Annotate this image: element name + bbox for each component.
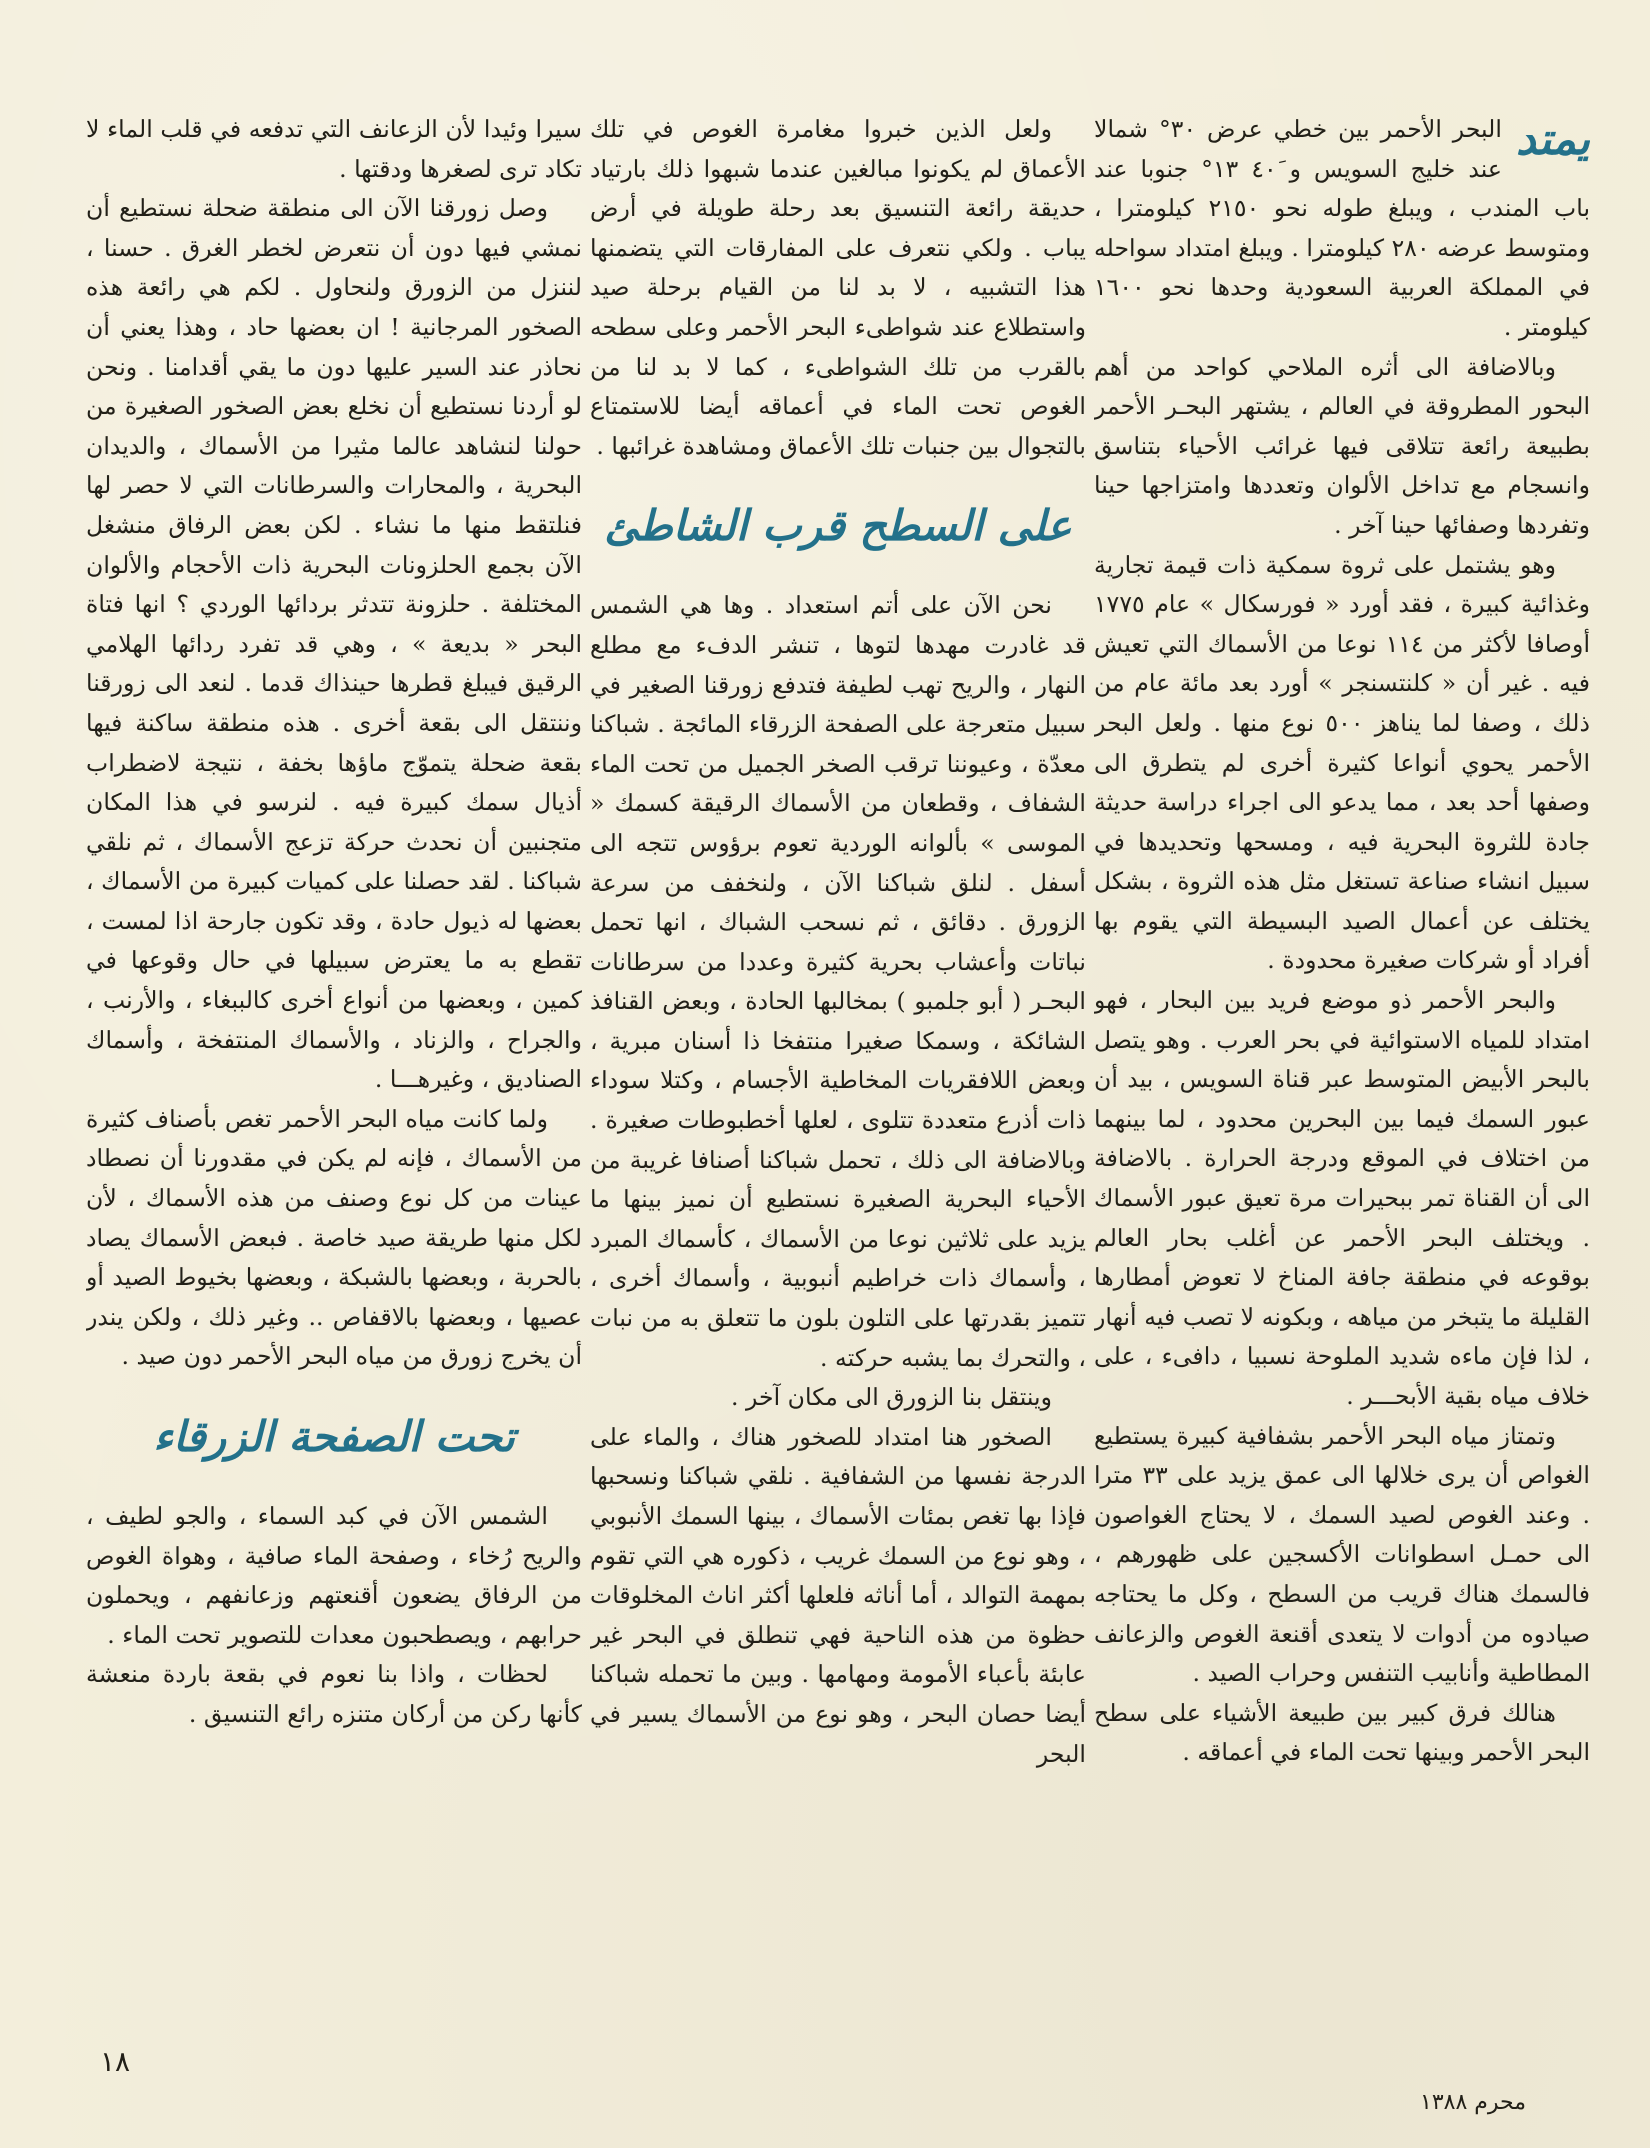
paragraph: والبحر الأحمر ذو موضع فريد بين البحار ، فهو امتداد للمياه الاستوائية في بحر العرب . وهو يتصل بالبحر الأبيض المتوسط عبر قناة السويس ، بيد أن عبور السمك فيما بين البحرين محدود ، لما بينهما من اختلاف في الموقع ودرجة الحرارة . بالاضافة الى أن القناة تمر ببحيرات مرة تعيق عبور الأسماك . ويختلف البحر الأحمر عن أغلب بحار العالم بوقوعه في منطقة جافة المناخ لا تعوض أمطارها القليلة ما يتبخر من مياهه ، وبكونه لا تصب فيه أنهار ، لذا فإن ماءه شديد الملوحة نسبيا ، دافىء ، على خلاف مياه بقية الأبحـــر . [1094,986,1590,1410]
paragraph: ولعل الذين خبروا مغامرة الغوص في تلك الأعماق لم يكونوا مبالغين عندما شبهوا ذلك بارتياد حديقة رائعة التنسيق بعد رحلة طويلة في أرض يباب . ولكي نتعرف على المفارقات التي يتضمنها هذا التشبيه ، لا بد لنا من القيام برحلة صيد واستطلاع عند شواطىء البحر الأحمر وعلى سطحه بالقرب من تلك الشواطىء ، كما لا بد لنا من الغوص تحت الماء في أعماقه أيضا للاستمتاع بالتجوال بين جنبات تلك الأعماق ومشاهدة غرائبها . [590,115,1086,460]
paragraph: ولما كانت مياه البحر الأحمر تغص بأصناف كثيرة من الأسماك ، فإنه لم يكن في مقدورنا أن نصطاد عينات من كل نوع وصنف من هذه الأسماك ، لأن لكل منها طريقة صيد خاصة . فبعض الأسماك يصاد بالحربة ، وبعضها بالشبكة ، وبعضها بخيوط الصيد أو عصيها ، وبعضها بالاقفاص .. وغير ذلك ، ولكن يندر أن يخرج زورق من مياه البحر الأحمر دون صيد . [86,1104,582,1371]
paragraph [1094,110,1590,348]
paragraph: وبالاضافة الى أثره الملاحي كواحد من أهم البحور المطروقة في العالم ، يشتهر البحـر الأحمر بطبيعة رائعة تتلاقى فيها غرائب الأحياء بتناسق وانسجام مع تداخل الألوان وتعددها وامتزاجها حينا وتفردها وصفائها حينا آخر . [1094,352,1590,539]
paragraph: هنالك فرق كبير بين طبيعة الأشياء على سطح البحر الأحمر وبينها تحت الماء في أعماقه . [1094,1698,1590,1767]
article-column-left [86,110,582,2000]
paragraph: الشمس الآن في كبد السماء ، والجو لطيف ، والريح رُخاء ، وصفحة الماء صافية ، وهواة الغوص من الرفاق يضعون أقنعتهم وزعانفهم ، ويحملون حرابهم ، ويصطحبون معدات للتصوير تحت الماء . [86,1502,582,1649]
paragraph: وصل زورقنا الآن الى منطقة ضحلة نستطيع أن نمشي فيها دون أن نتعرض لخطر الغرق . حسنا ، لننزل من الزورق ولنحاول . لكم هي رائعة هذه الصخور المرجانية ! ان بعضها حاد ، وهذا يعني أن نحاذر عند السير عليها دون ما يقي أقدامنا . ونحن لو أردنا نستطيع أن نخلع بعض الصخور الصغيرة من حولنا لنشاهد عالما مثيرا من الأسماك ، والديدان البحرية ، والمحارات والسرطانات التي لا حصر لها فنلتقط منها ما نشاء . لكن بعض الرفاق منشغل الآن بجمع الحلزونات البحرية ذات الأحجام والألوان المختلفة . حلزونة تتدثر بردائها الوردي ؟ انها فتاة البحر « بديعة » ، وهي قد تفرد ردائها الهلامي الرقيق فيبلغ قطرها حينذاك قدما . لنعد الى زورقنا وننتقل الى بقعة أخرى . هذه منطقة ساكنة فيها بقعة ضحلة يتموّج ماؤها بخفة ، نتيجة لاضطراب أذيال سمك كبيرة فيه . لنرسو في هذا المكان متجنبين أن نحدث حركة تزعج الأسماك ، ثم نلقي شباكنا . لقد حصلنا على كميات كبيرة من الأسماك ، بعضها له ذيول حادة ، وقد تكون جارحة اذا لمست ، تقطع به ما يعترض سبيلها في حال وقوعها في كمين ، وبعضها من أنواع أخرى كالببغاء ، والأرنب ، والجراح ، والزناد ، والأسماك المنتفخة ، وأسماك الصناديق ، وغيرهـــا . [86,194,582,1094]
paragraph: وتمتاز مياه البحر الأحمر بشفافية كبيرة يستطيع الغواص أن يرى خلالها الى عمق يزيد على ٣٣ مترا . وعند الغوص لصيد السمك ، لا يحتاج الغواصون الى حمـل اسطوانات الأكسجين على ظهورهم ، فالسمك هناك قريب من السطح ، وكل ما يحتاجه صيادوه من أدوات لا يتعدى أقنعة الغوص والزعانف المطاطية وأنابيب التنفس وحراب الصيد . [1094,1421,1590,1688]
article-column-middle [590,110,1086,2000]
section-heading: على السطح قرب الشاطئ [604,501,1072,551]
article-column-right [1094,110,1590,2000]
paragraph: الصخور هنا امتداد للصخور هناك ، والماء على الدرجة نفسها من الشفافية . نلقي شباكنا ونسحبها فإذا بها تغص بمئات الأسماك ، بينها السمك الأنبوبي ، وهو نوع من السمك غريب ، ذكوره هي التي تقوم بمهمة التوالد ، أما أناثه فلعلها أكثر اناث المخلوقات حظوة من هذه الناحية فهي تنطلق في البحر غير عابئة بأعباء الأمومة ومهامها . وبين ما تحمله شباكنا أيضا حصان البحر ، وهو نوع من الأسماك يسير في البحر [590,1422,1086,1768]
issue-date: محرم ١٣٨٨ [1420,2090,1527,2115]
paragraph: سيرا وئيدا لأن الزعانف التي تدفعه في قلب الماء لا تكاد ترى لصغرها ودقتها . [86,115,582,183]
paragraph: وينتقل بنا الزورق الى مكان آخر . [731,1383,1052,1412]
paragraph-text: البحر الأحمر بين خطي عرض ٣٠° شمالا عند خليج السويس و ٤٠َ ١٣° جنوبا عند باب المندب ، ويبلغ طوله نحو ٢١٥٠ كيلومترا ، ومتوسط عرضه ٢٨٠ كيلومترا . ويبلغ امتداد سواحله في المملكة العربية السعودية وحدها نحو ١٦٠٠ كيلومتر . [1094,115,1590,341]
drop-cap: يمتد [1515,114,1590,165]
paragraph: لحظات ، واذا بنا نعوم في بقعة باردة منعشة كأنها ركن من أركان متنزه رائع التنسيق . [86,1660,582,1728]
paragraph: نحن الآن على أتم استعداد . وها هي الشمس قد غادرت مهدها لتوها ، تنشر الدفء مع مطلع النهار ، والريح تهب لطيفة فتدفع زورقنا الصغير في سبيل متعرجة على الصفحة الزرقاء المائجة . شباكنا معدّة ، وعيوننا ترقب الصخر الجميل من تحت الماء الشفاف ، وقطعان من الأسماك الرقيقة كسمك « الموسى » بألوانه الوردية تعوم برؤوس تتجه الى أسفل . لنلق شباكنا الآن ، ولنخفف من سرعة الزورق . دقائق ، ثم نسحب الشباك ، انها تحمل نباتات وأعشاب بحرية كثيرة وعددا من سرطانات البحـر ( أبو جلمبو ) بمخالبها الحادة ، وبعض القنافذ الشائكة ، وسمكا صغيرا منتفخا ذا أسنان مبرية ، وبعض اللافقريات المخاطية الأجسام ، وكتلا سوداء ذات أذرع متعددة تتلوى ، لعلها أخطبوطات صغيرة . وبالاضافة الى ذلك ، تحمل شباكنا أصنافا غريبة من الأحياء البحرية الصغيرة نستطيع أن نميز بينها ما يزيد على ثلاثين نوعا من الأسماك ، كأسماك المبرد ، وأسماك ذات خراطيم أنبوبية ، وأسماك أخرى ، تتميز بقدرتها على التلون بلون ما تتعلق به من نبات ، والتحرك بما يشبه حركته . [590,591,1086,1372]
paragraph: وهو يشتمل على ثروة سمكية ذات قيمة تجارية وغذائية كبيرة ، فقد أورد « فورسكال » عام ١٧٧٥ أوصافا لأكثر من ١١٤ نوعا من الأسماك التي تعيش فيه . غير أن « كلنتسنجر » أورد بعد مائة عام من ذلك ، وصفا لما يناهز ٥٠٠ نوع منها . ولعل البحر الأحمر يحوي أنواعا كثيرة أخرى لم يتطرق الى وصفها أحد بعد ، مما يدعو الى اجراء دراسة حديثة جادة للثروة البحرية فيه ، ومسحها وتحديدها في سبيل انشاء صناعة تستغل مثل هذه الثروة ، بشكل يختلف عن أعمال الصيد البسيطة التي يقوم بها أفراد أو شركات صغيرة محدودة . [1094,550,1590,975]
page-number: ١٨ [100,2045,131,2078]
section-heading: تحت الصفحة الزرقاء [153,1412,515,1461]
